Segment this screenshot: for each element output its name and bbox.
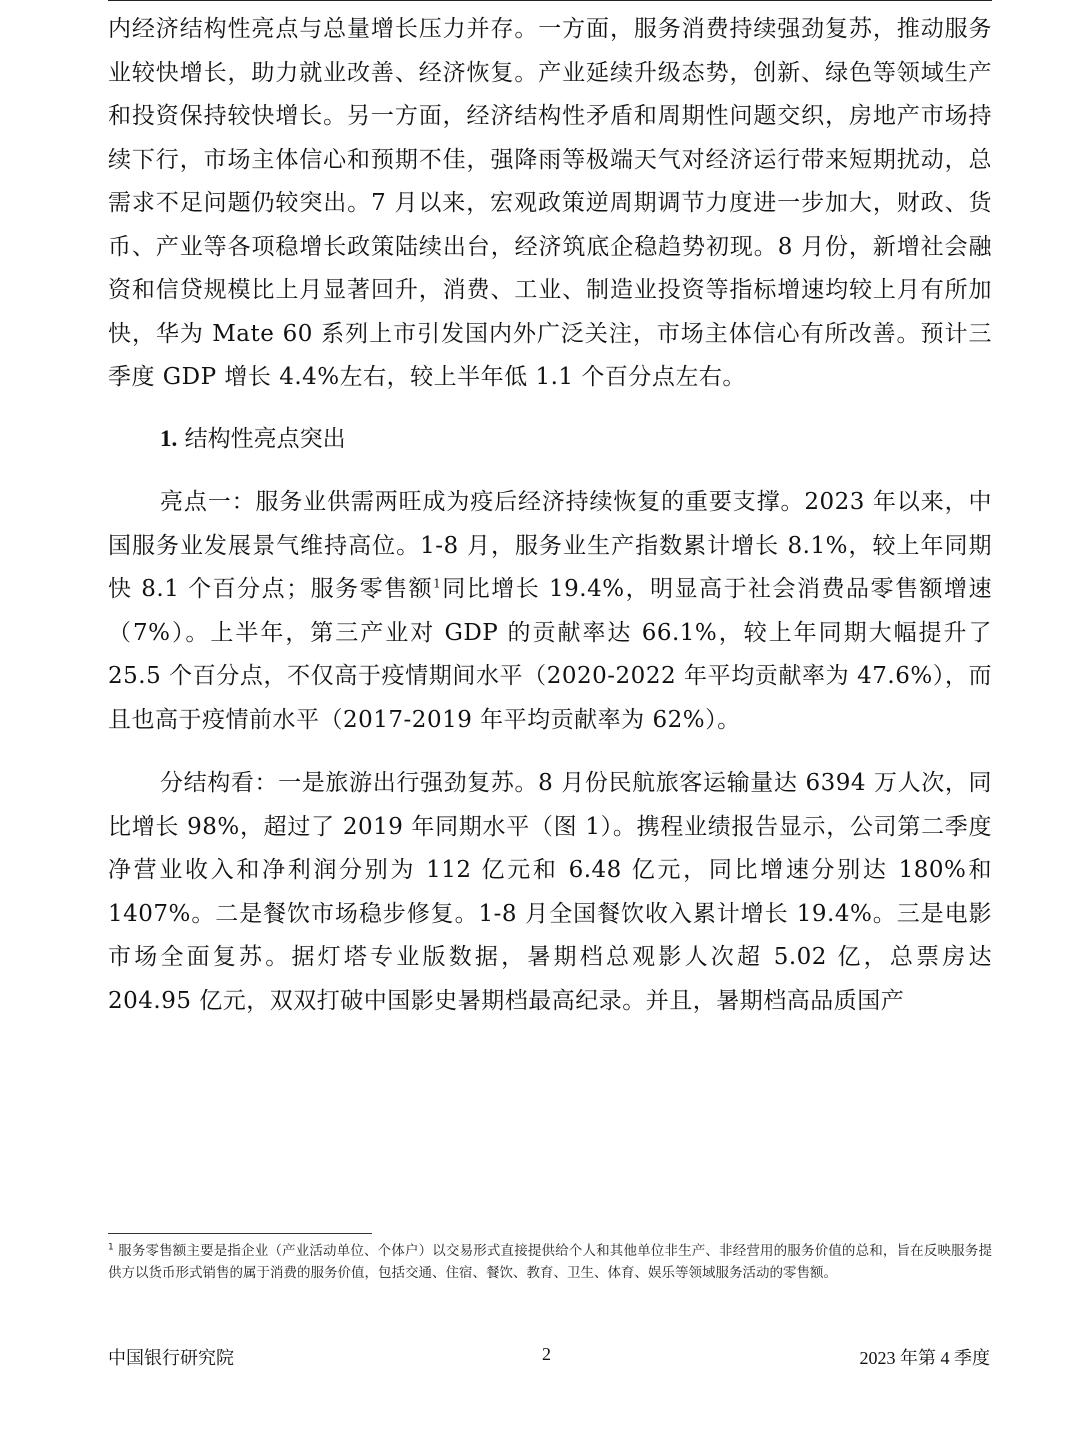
paragraph-highlight-one: [108, 481, 992, 742]
footnote: [108, 1241, 992, 1284]
structure-lead-catering: 二是餐饮市场稳步修复。: [215, 900, 479, 927]
footnote-text: 服务零售额主要是指企业（产业活动单位、个体户）以交易形式直接提供给个人和其他单位非生产、非经营用的服务价值的总和，旨在反映服务提供方以货币形式销售的属于消费的服务价值，包括交通、住宿、餐饮、教育、卫生、体育、娱乐等领域服务活动的零售额。: [108, 1243, 992, 1281]
footnote-marker: 1: [108, 1242, 114, 1253]
paragraph-economy-overview: 内经济结构性亮点与总量增长压力并存。一方面，服务消费持续强劲复苏，推动服务业较快增长，助力就业改善、经济恢复。产业延续升级态势，创新、绿色等领域生产和投资保持较快增长。另一方面，经济结构性矛盾和周期性问题交织，房地产市场持续下行，市场主体信心和预期不佳，强降雨等极端天气对经济运行带来短期扰动，总需求不足问题仍较突出。7 月以来，宏观政策逆周期调节力度进一步加大，财政、货币、产业等各项稳增长政策陆续出台，经济筑底企稳趋势初现。8 月份，新增社会融资和信贷规模比上月显著回升，消费、工业、制造业投资等指标增速均较上月有所加快，华为 Mate 60 系列上市引发国内外广泛关注，市场主体信心有所改善。预计三季度 GDP 增长 4.4%左右，较上半年低 1.1 个百分点左右。: [108, 16, 992, 390]
footer-organization: 中国银行研究院: [108, 1348, 234, 1368]
section-number: 1.: [160, 425, 178, 451]
section-title: 结构性亮点突出: [184, 425, 346, 452]
paragraph-gap: [108, 742, 992, 762]
page-footer: [108, 1344, 990, 1372]
highlight-one-text-a: 2023 年以来，中国服务业发展景气维持高位。1-8 月，服务业生产指数累计增长 8.1%，较上年同期快 8.1 个百分点；服务零售额: [108, 489, 992, 602]
top-rule: [108, 0, 992, 1]
structure-text-film: 据灯塔专业版数据，暑期档总观影人次超 5.02 亿，总票房达 204.95 亿元，双双打破中国影史暑期档最高纪录。并且，暑期档高品质国产: [108, 944, 993, 1014]
structure-text-tourism: 8 月份民航旅客运输量达 6394 万人次，同比增长 98%，超过了 2019 年同期水平（图 1）。携程业绩报告显示，公司第二季度净营业收入和净利润分别为 112 亿元和 6.48 亿元，同比增速分别达 180%和 1407%。: [108, 770, 993, 927]
highlight-one-lead: 亮点一：服务业供需两旺成为疫后经济持续恢复的重要支撑。: [160, 489, 805, 515]
highlight-one-text-b: 同比增长 19.4%，明显高于社会消费品零售额增速（7%）。上半年，第三产业对 GDP 的贡献率达 66.1%，较上年同期大幅提升了 25.5 个百分点，不仅高于疫情期间水平（2020-2022 年平均贡献率为 47.6%），而且也高于疫情前水平（2017-2019 年平均贡献率为 62%）。: [108, 576, 992, 733]
structure-lead-tourism: 分结构看：一是旅游出行强劲复苏。: [160, 770, 539, 796]
section-heading: [108, 417, 992, 462]
footnote-reference[interactable]: 1: [433, 576, 442, 591]
footnote-rule: [108, 1233, 372, 1234]
main-content: [108, 8, 992, 1023]
structure-lead-film: 三是电影市场全面复苏。: [108, 900, 993, 970]
paragraph-structure: [108, 762, 992, 1023]
footer-period: 2023 年第 4 季度: [859, 1348, 990, 1368]
page-number: 2: [542, 1344, 551, 1364]
structure-text-catering: 1-8 月全国餐饮收入累计增长 19.4%。: [478, 900, 897, 927]
